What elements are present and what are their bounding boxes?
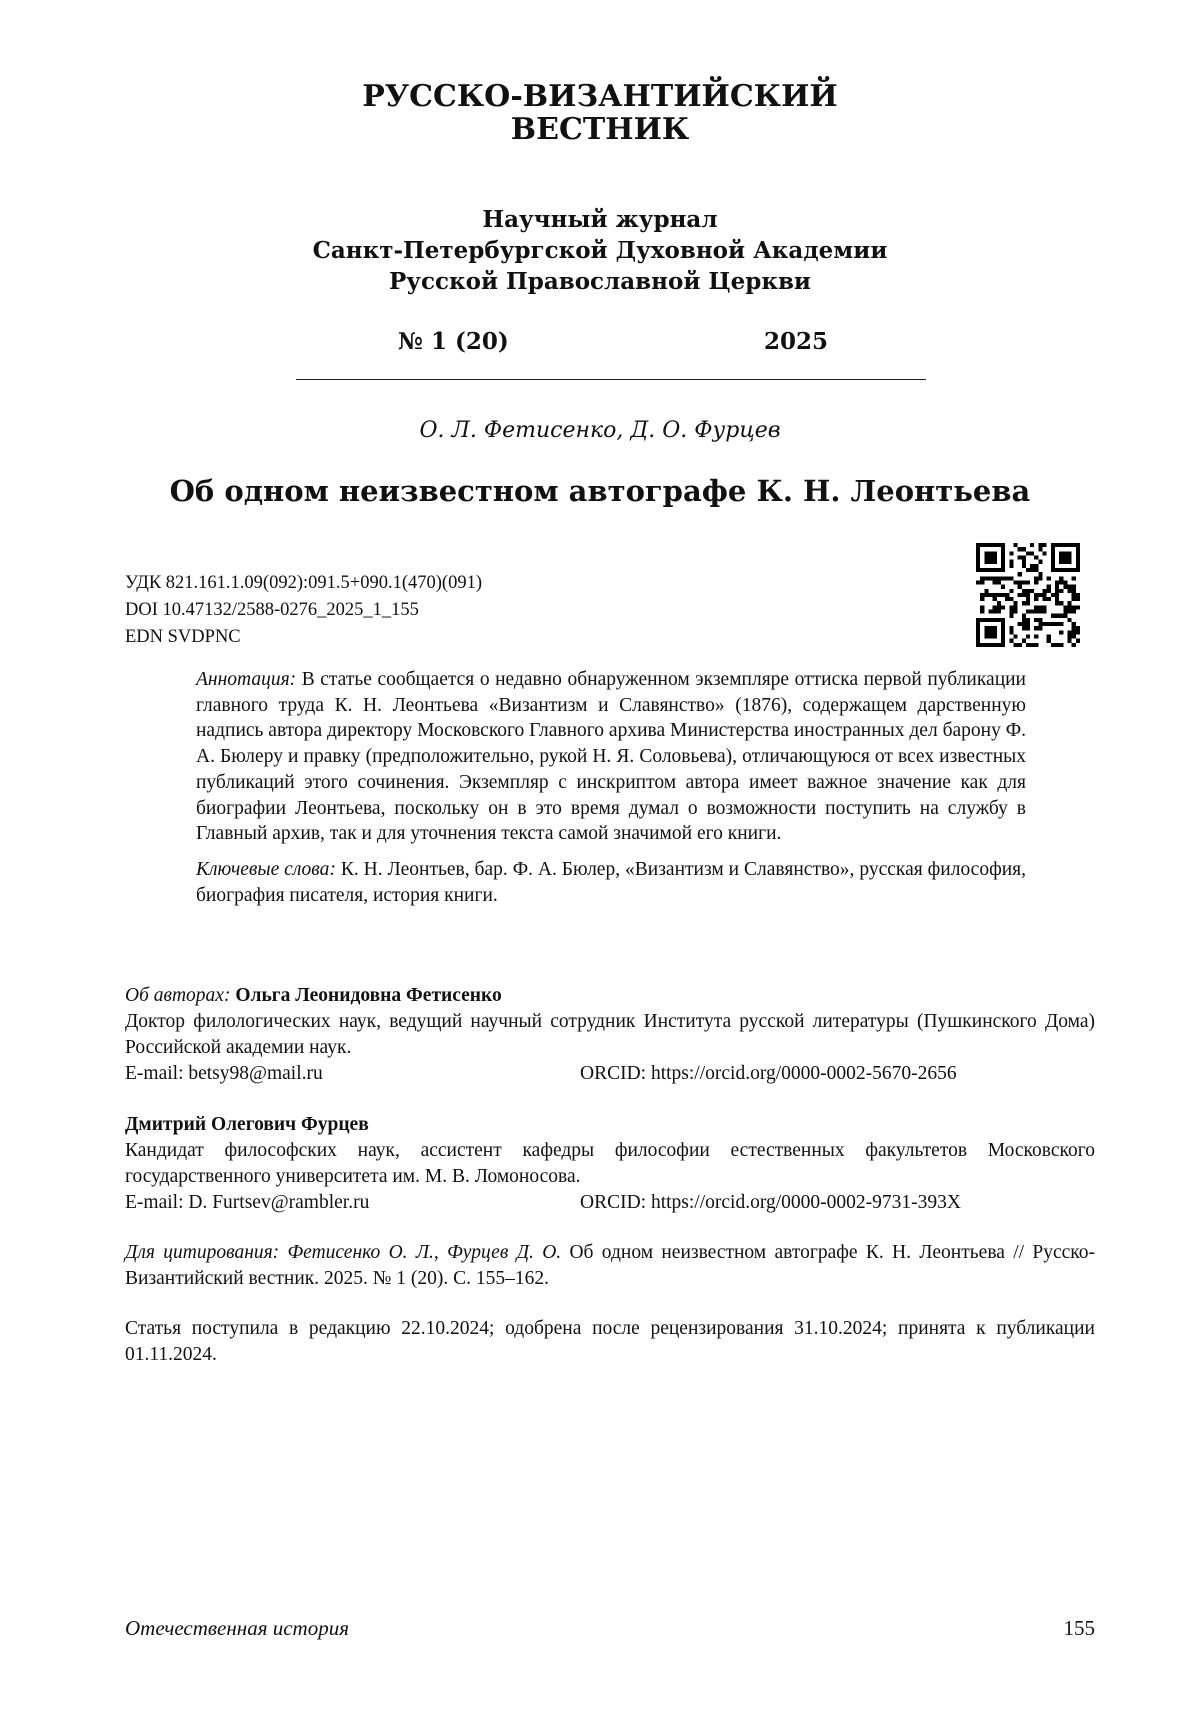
edn: EDN SVDPNC — [125, 627, 241, 647]
divider — [296, 379, 926, 380]
journal-title: РУССКО-ВИЗАНТИЙСКИЙ ВЕСТНИК — [362, 79, 838, 147]
journal-subtitle: Научный журнал Санкт-Петербургской Духовной Академии Русской Православной Церкви — [312, 206, 888, 295]
submission-history: Статья поступила в редакцию 22.10.2024; одобрена после рецензирования 31.10.2024; принята к публикации 01.11.2024. — [125, 1318, 1095, 1365]
orcid: ORCID: https://orcid.org/0000-0002-5670-2656 — [580, 1063, 957, 1084]
udk: УДК 821.161.1.09(092):091.5+090.1(470)(091) — [125, 573, 482, 593]
page-footer — [125, 1616, 1095, 1641]
issue-number: № 1 (20) — [398, 328, 509, 355]
keywords: Ключевые слова: К. Н. Леонтьев, бар. Ф. А. Бюлер, «Византизм и Славянство», русская философия, биография писателя, история книги. — [196, 858, 1026, 906]
author-info-1: Об авторах: Ольга Леонидовна Фетисенко Доктор филологических наук, ведущий научный сотрудник Института русской литературы (Пушкинского Дома) Российской академии наук. E-mail: betsy98@mail.ru ORCID: https://orcid.org/0000-0002-5670-2656 — [125, 983, 1095, 1087]
article-authors: О. Л. Фетисенко, Д. О. Фурцев — [419, 418, 781, 443]
issue-year: 2025 — [764, 328, 829, 355]
doi: DOI 10.47132/2588-0276_2025_1_155 — [125, 600, 419, 620]
abstract: Аннотация: В статье сообщается о недавно обнаруженном экземпляре оттиска первой публикации главного труда К. Н. Леонтьева «Византизм и Славянство» (1876), содержащем дарственную надпись автора директору Московского Главного архива Министерства иностранных дел барону Ф. А. Бюлеру и правку (предположительно, рукой Н. Я. Соловьева), отличающуюся от всех известных публикаций этого сочинения. Экземпляр с инскриптом автора имеет важное значение как для биографии Леонтьева, поскольку он в это время думал о возможности поступить на службу в Главный архив, так и для уточнения текста самой значимой его книги. Ключевые слова: К. Н. Леонтьев, бар. Ф. А. Бюлер, «Византизм и Славянство», русская философия, биография писателя, история книги. — [196, 667, 1026, 908]
author-info-2: Дмитрий Олегович Фурцев Кандидат философских наук, ассистент кафедры философии естественных факультетов Московского государственного университета им. М. В. Ломоносова. E-mail: D. Furtsev@rambler.ru ORCID: https://orcid.org/0000-0002-9731-393X — [125, 1112, 1095, 1216]
email: E-mail: betsy98@mail.ru — [125, 1063, 323, 1084]
article-metadata — [125, 570, 482, 651]
qr-code-icon — [976, 543, 1080, 647]
orcid: ORCID: https://orcid.org/0000-0002-9731-393X — [580, 1192, 961, 1213]
article-title: Об одном неизвестном автографе К. Н. Леонтьева — [169, 474, 1031, 508]
page-number: 155 — [1063, 1616, 1095, 1640]
section-name: Отечественная история — [125, 1616, 349, 1640]
citation: Для цитирования: Фетисенко О. Л., Фурцев Д. О. Об одном неизвестном автографе К. Н. Леонтьева // Русско-Византийский вестник. 2025. № 1 (20). С. 155–162. — [125, 1242, 1096, 1289]
email: E-mail: D. Furtsev@rambler.ru — [125, 1192, 370, 1213]
